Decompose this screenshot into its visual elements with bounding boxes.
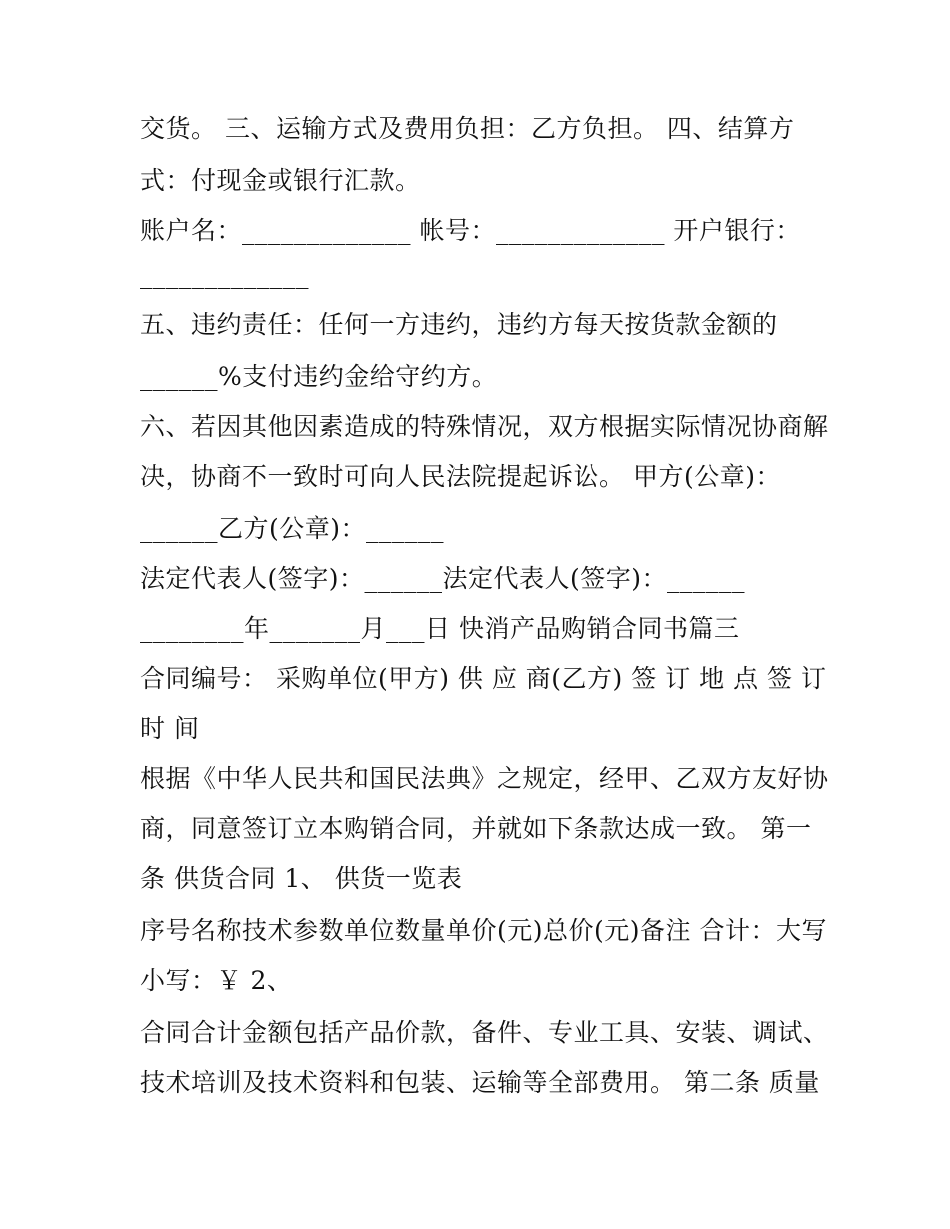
text-line: 技术培训及技术资料和包装、运输等全部费用。 第二条 质量 — [140, 1068, 820, 1097]
text-line: 式：付现金或银行汇款。 — [140, 166, 421, 195]
text-line: 根据《中华人民共和国民法典》之规定，经甲、乙双方友好协 — [140, 764, 829, 793]
text-line: ________年_______月___日 快消产品购销合同书篇三 — [140, 614, 740, 643]
text-line: 合同合计金额包括产品价款，备件、专业工具、安装、调试、 — [140, 1018, 829, 1047]
text-line: 账户名：_____________ 帐号：_____________ 开户银行： — [140, 216, 801, 245]
text-line: ______乙方(公章)：______ — [140, 514, 445, 543]
text-line: 法定代表人(签字)：______法定代表人(签字)：______ — [140, 564, 746, 593]
text-line: _____________ — [140, 260, 309, 289]
text-line: 决，协商不一致时可向人民法院提起诉讼。 甲方(公章)： — [140, 462, 781, 491]
text-line: 序号名称技术参数单位数量单价(元)总价(元)备注 合计：大写 — [140, 916, 827, 945]
text-line: 条 供货合同 1、 供货一览表 — [140, 864, 463, 893]
text-line: 小写：￥ 2、 — [140, 966, 293, 995]
text-line: 合同编号： 采购单位(甲方) 供 应 商(乙方) 签 订 地 点 签 订 — [140, 664, 827, 693]
text-line: 六、若因其他因素造成的特殊情况，双方根据实际情况协商解 — [140, 412, 829, 441]
text-line: 商，同意签订立本购销合同，并就如下条款达成一致。 第一 — [140, 814, 812, 843]
text-line: ______%支付违约金给守约方。 — [140, 362, 498, 391]
text-line: 交货。 三、运输方式及费用负担：乙方负担。 四、结算方 — [140, 114, 795, 143]
text-line: 五、违约责任：任何一方违约，违约方每天按货款金额的 — [140, 310, 778, 339]
text-line: 时 间 — [140, 714, 200, 743]
